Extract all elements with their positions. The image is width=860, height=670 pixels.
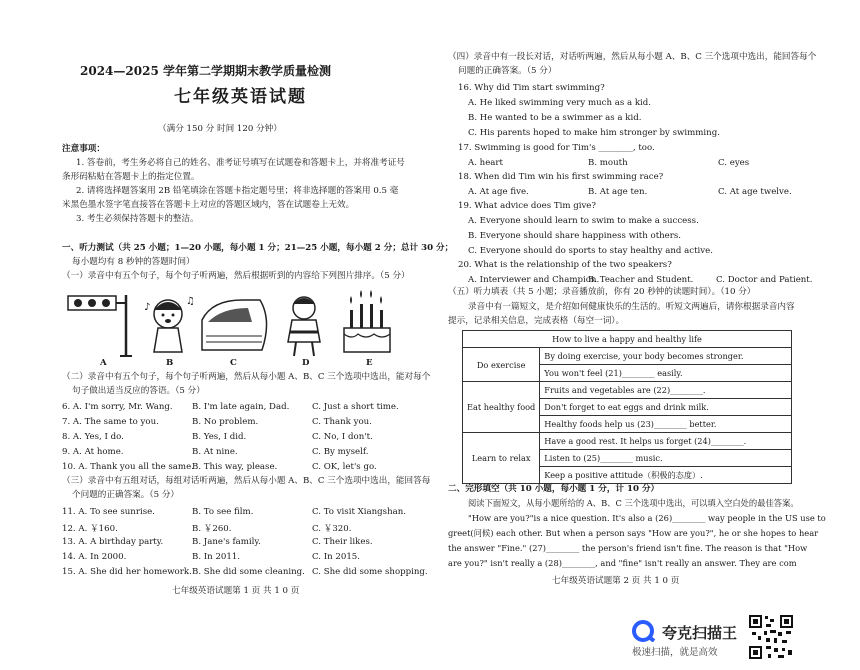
table-cell: Don't forget to eat eggs and drink milk.: [540, 399, 792, 416]
left-page: 2024—2025 学年第二学期期末教学质量检测 七年级英语试题 （满分 150 分 时间 120 分钟） 注意事项： 1. 答卷前，考生务必将自己的姓名、准考证号填写在试题卷和答题卡上，并将准考证号 条形码粘贴在答题卡上的指定位置。 2. 请将选择题答案用 2B 铅笔填涂在答题卡指定题号里；将非选择题的答案用 0.5 毫 米黑色墨水签字笔直接答在答题卡上对应的答题区域内，答在试题卷上无效。 3. 考生必须保持答题卡的整洁。 一、听力测试（共 25 小题；1—20 小题，每小题 1 分；21—25 小题，每小题 2 分；总计 30 分； 每小题均有 8 秒钟的答题时间） （一）录音中有五个句子，每个句子听两遍，然后根据听到的内容给下列图片排序。（5 分） ♪ ♫ A B C D E （二）录音中有五个句子，每个句子听两遍，然后从每小题 A、B、C 三个选项中选出，能对每个 句子做出适当反应的答语。（5 分） 6. A. I'm sorry, Mr. Wang. B. I'm late again, Dad. C. Just a short time. 7. A. The same to you. B. No problem. C. Thank you. 8. A. Yes, I do. B. Yes, I did. C. No, I don't. 9. A. At home. B. At nine. C. By myself. 10. A. Thank you all the same. B. This way, please. C. OK, let's go. （三）录音中有五组对话，每组对话听两遍，然后从每小题 A、B、C 三个选项中选出，能回答每 个问题的正确答案。（5 分） 11. A. To see sunrise. B. To see film. C. To visit Xiangshan. 12. A. ￥160. B. ￥260. C. ￥320. 13. A. A birthday party. B. Jane's family. C. Their likes. 14. A. In 2000. B. In 2011. C. In 2015. 15. A. She did her homework. B. She did some cleaning. C. She did some shopping. 七年级英语试题第 1 页 共 1 0 页: [62, 64, 454, 596]
q19-option-b: B. Everyone should share happiness with others.: [468, 231, 682, 241]
exam-title-line: 2024—2025 学年第二学期期末教学质量检测: [80, 64, 331, 78]
q16-option-b: B. He wanted to be a swimmer as a kid.: [468, 113, 642, 123]
part5-instructions: （五）听力填表（共 5 小题；录音播放前，你有 20 秒钟的读题时间）。（10 分）: [448, 287, 756, 297]
pic-label-b: B: [166, 358, 174, 368]
pic-label-a: A: [100, 358, 107, 368]
qr-code-icon: [748, 614, 794, 660]
cloze-intro: 阅读下面短文，从每小题所给的 A、B、C 三个选项中选出，可以填入空白处的最佳答案。: [468, 498, 799, 508]
table-row: [463, 433, 792, 450]
part2-instructions-a: （二）录音中有五个句子，每个句子听两遍，然后从每小题 A、B、C 三个选项中选出，能对每个: [62, 372, 431, 382]
q16-option-a: A. He liked swimming very much as a kid.: [468, 98, 652, 108]
q19-option-a: A. Everyone should learn to swim to make a success.: [468, 216, 699, 226]
q17-text: 17. Swimming is good for Tim's ________, too.: [458, 143, 655, 153]
pic-label-d: D: [302, 358, 310, 368]
svg-text:♪: ♪: [144, 302, 151, 313]
section-listening-a: 一、听力测试（共 25 小题；1—20 小题，每小题 1 分；21—25 小题，每小题 2 分；总计 30 分；: [62, 243, 454, 253]
score-time: （满分 150 分 时间 120 分钟）: [158, 124, 282, 134]
table-group-label: Do exercise: [463, 348, 540, 382]
part1-instructions: （一）录音中有五个句子，每个句子听两遍，然后根据听到的内容给下列图片排序。（5 分）: [62, 271, 410, 281]
notice-2b: 米黑色墨水签字笔直接答在答题卡上对应的答题区域内，答在试题卷上无效。: [62, 200, 355, 210]
table-group-label: Eat healthy food: [463, 382, 540, 433]
part4-instructions-a: （四）录音中有一段长对话，对话听两遍，然后从每小题 A、B、C 三个选项中选出，能回答每个: [448, 52, 817, 62]
listening-table: [462, 330, 792, 484]
table-cell: Have a good rest. It helps us forget (24)________.: [540, 433, 792, 450]
notice-1a: 1. 答卷前，考生务必将自己的姓名、准考证号填写在试题卷和答题卡上，并将准考证号: [76, 158, 405, 168]
scanner-app-name: 夸克扫描王: [662, 624, 738, 642]
subject-title: 七年级英语试题: [174, 87, 307, 107]
table-cell: You won't feel (21)________ easily.: [540, 365, 792, 382]
singing-girl-picture: [144, 296, 195, 352]
q19-text: 19. What advice does Tim give?: [458, 201, 596, 211]
table-header: How to live a happy and healthy life: [463, 331, 792, 348]
section-listening-b: 每小题均有 8 秒钟的答题时间）: [72, 257, 195, 267]
part4-instructions-b: 问题的正确答案。（5 分）: [458, 66, 557, 76]
right-page-footer: 七年级英语试题第 2 页 共 1 0 页: [552, 576, 680, 586]
q20-text: 20. What is the relationship of the two speakers?: [458, 260, 672, 270]
birthday-cake-picture: [344, 290, 390, 352]
q16-option-c: C. His parents hoped to make him stronger by swimming.: [468, 128, 720, 138]
notice-1b: 条形码粘贴在答题卡上的指定位置。: [62, 172, 200, 182]
table-cell: Healthy foods help us (23)________ better.: [540, 416, 792, 433]
table-cell: By doing exercise, your body becomes stronger.: [540, 348, 792, 365]
part5-intro-a: 录音中有一篇短文，是介绍如何健康快乐的生活的。听短文两遍后，请你根据录音内容: [468, 302, 795, 312]
notice-2a: 2. 请将选择题答案用 2B 铅笔填涂在答题卡指定题号里；将非选择题的答案用 0.5 毫: [76, 186, 399, 196]
part2-instructions-b: 句子做出适当反应的答语。（5 分）: [72, 386, 205, 396]
martial-arts-kid-picture: [288, 297, 320, 356]
left-page-footer: 七年级英语试题第 1 页 共 1 0 页: [172, 586, 300, 596]
table-group-label: Learn to relax: [463, 433, 540, 484]
part3-instructions-b: 个问题的正确答案。（5 分）: [72, 490, 180, 500]
table-cell: Listen to (25)________ music.: [540, 450, 792, 467]
table-row: [463, 348, 792, 365]
notice-3: 3. 考生必须保持答题卡的整洁。: [76, 214, 199, 224]
right-page: （四）录音中有一段长对话，对话听两遍，然后从每小题 A、B、C 三个选项中选出，能回答每个 问题的正确答案。（5 分） 16. Why did Tim start swimming? A. He liked swimming very much as a kid. B. He wanted to be a swimmer as a kid. C. His parents hoped to make him stronger by swimming. 17. Swimming is good for Tim's ________, too. A. heart B. mouth C. eyes 18. When did Tim win his first swimming race? A. At age five. B. At age ten. C. At age twelve. 19. What advice does Tim give? A. Everyone should learn to swim to make a success. B. Everyone should share happiness with others. C. Everyone should do sports to stay healthy and active. 20. What is the relationship of the two speakers? A. Interviewer and Champion. B. Teacher and Student. C. Doctor and Patient. （五）听力填表（共 5 小题；录音播放前，你有 20 秒钟的读题时间）。（10 分） 录音中有一篇短文，是介绍如何健康快乐的生活的。听短文两遍后，请你根据录音内容 提示，记录相关信息，完成表格（每空一词）。 How to live a happy and healthy life Do exercise By doing exercise, your body becomes stronger. You won't feel (21)________ easily. Eat healthy food Fruits and vegetables are (22)________. Don't forget to eat eggs and drink milk. Healthy foods help us (23)________ better. Learn to relax Have a good rest. It helps us forget (24)________. Listen to (25)________ music. Keep a positive attitude（积极的态度）. 二、完形填空（共 10 小题，每小题 1 分，计 10 分） 阅读下面短文，从每小题所给的 A、B、C 三个选项中选出，可以填入空白处的最佳答案。 "How are you?"is a nice question. It's also a (26)________ way people in the US use to greet(问候) each other. But when a person says "How are you?", he or she hopes to hear the answer "Fine." (27)________ the person's friend isn't fine. The reason is that "How are you?" isn't really a (28)________, and "fine" isn't really an answer. They are com 七年级英语试题第 2 页 共 1 0 页: [448, 52, 826, 586]
pic-label-e: E: [366, 358, 373, 368]
table-cell: Fruits and vegetables are (22)________.: [540, 382, 792, 399]
scanner-slogan: 极速扫描，就是高效: [632, 647, 718, 658]
table-row: [463, 331, 792, 348]
table-row: [463, 382, 792, 399]
train-picture: [202, 300, 267, 350]
notice-heading: 注意事项：: [62, 144, 105, 154]
part3-instructions-a: （三）录音中有五组对话，每组对话听两遍，然后从每小题 A、B、C 三个选项中选出，能回答每: [62, 476, 431, 486]
scanner-logo-icon: [632, 620, 658, 642]
cloze-line-4: are you?" isn't really a (28)________, and "fine" isn't really an answer. They are com: [448, 558, 797, 568]
q19-option-c: C. Everyone should do sports to stay healthy and active.: [468, 246, 713, 256]
svg-text:♫: ♫: [186, 296, 195, 307]
q18-text: 18. When did Tim win his first swimming race?: [458, 172, 664, 182]
traffic-light-picture: [68, 295, 132, 356]
picture-row: [62, 290, 434, 360]
cloze-line-1: "How are you?"is a nice question. It's also a (26)________ way people in the US use to: [468, 513, 826, 523]
pic-label-c: C: [230, 358, 237, 368]
q16-text: 16. Why did Tim start swimming?: [458, 83, 605, 93]
cloze-heading: 二、完形填空（共 10 小题，每小题 1 分，计 10 分）: [448, 484, 660, 494]
table-cell: Keep a positive attitude（积极的态度）.: [540, 467, 792, 484]
cloze-line-2: greet(问候) each other. But when a person says "How are you?", he or she hopes to hear: [448, 528, 819, 538]
cloze-line-3: the answer "Fine." (27)________ the person's friend isn't fine. The reason is that "How: [448, 543, 808, 553]
part5-intro-b: 提示，记录相关信息，完成表格（每空一词）。: [448, 316, 625, 326]
